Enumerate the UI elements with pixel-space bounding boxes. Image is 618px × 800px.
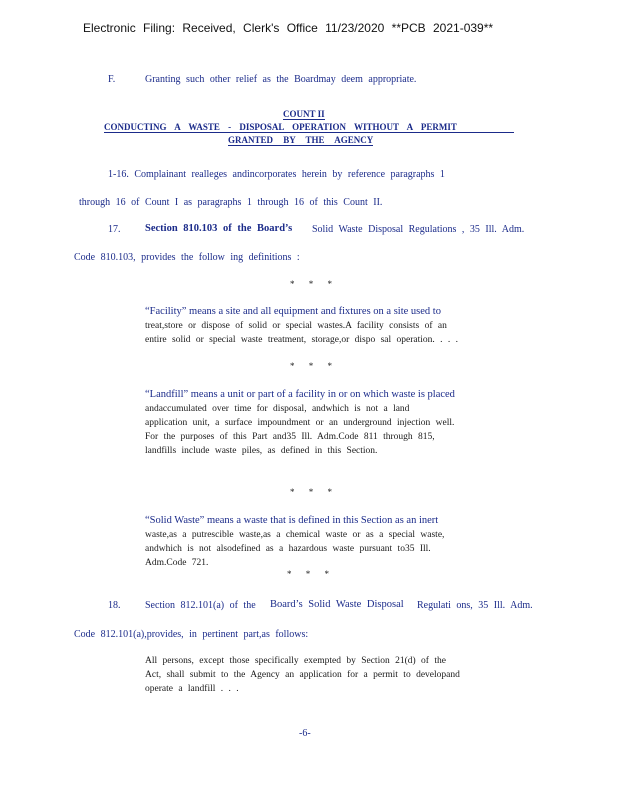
landfill-definition-line-2: andaccumulated over time for disposal, andwhich is not a land [145, 404, 410, 414]
landfill-definition-line-5: landfills include waste piles, as defined in this Section. [145, 446, 378, 456]
landfill-definition-lead: “Landfill” means a unit or part of a facility in or on which waste is placed [145, 389, 455, 400]
para-17-number: 17. [108, 224, 121, 235]
count-title: COUNT II [283, 109, 325, 119]
landfill-definition-line-3: application unit, a surface impoundment or an underground injection well. [145, 418, 455, 428]
facility-definition-line-3: entire solid or special waste treatment, storage,or dispo sal operation. . . . [145, 335, 459, 345]
section-break-stars: * * * [287, 569, 335, 579]
para-1-16-line-1: 1-16. Complainant realleges andincorporates herein by reference paragraphs 1 [108, 169, 445, 180]
item-f-letter: F. [108, 74, 116, 85]
section-break-stars: * * * [290, 279, 338, 289]
para-18-section-ref: Section 812.101(a) of the [145, 600, 256, 611]
permit-quote-line-3: operate a landfill . . . [145, 684, 239, 694]
para-17-line-2: Code 810.103, provides the follow ing definitions : [74, 252, 300, 263]
para-18-number: 18. [108, 600, 121, 611]
count-subtitle-2: GRANTED BY THE AGENCY [228, 135, 374, 145]
para-1-16-line-2: through 16 of Count I as paragraphs 1 through 16 of this Count II. [79, 197, 383, 208]
facility-definition-lead: “Facility” means a site and all equipment and fixtures on a site used to [145, 306, 441, 317]
page-number: -6- [299, 728, 311, 739]
para-17-section-ref: Section 810.103 of the Board’s [145, 223, 293, 234]
solid-waste-definition-line-2: waste,as a putrescible waste,as a chemical waste or as a special waste, [145, 530, 445, 540]
section-break-stars: * * * [290, 487, 338, 497]
section-break-stars: * * * [290, 361, 338, 371]
permit-quote-line-1: All persons, except those specifically exempted by Section 21(d) of the [145, 656, 446, 666]
para-18-board-regulation: Board’s Solid Waste Disposal [270, 599, 404, 610]
permit-quote-line-2: Act, shall submit to the Agency an application for a permit to developand [145, 670, 460, 680]
para-18-regulation-cite: Regulati ons, 35 Ill. Adm. [417, 600, 533, 611]
facility-definition-line-2: treat,store or dispose of solid or special wastes.A facility consists of an [145, 321, 447, 331]
count-subtitle: CONDUCTING A WASTE - DISPOSAL OPERATION WITHOUT A PERMIT [104, 122, 514, 133]
solid-waste-definition-lead: “Solid Waste” means a waste that is defined in this Section as an inert [145, 515, 439, 526]
solid-waste-definition-line-4: Adm.Code 721. [145, 558, 209, 568]
solid-waste-definition-line-3: andwhich is not alsodefined as a hazardous waste pursuant to35 Ill. [145, 544, 431, 554]
para-17-regulation-title: Solid Waste Disposal Regulations , 35 Ill. Adm. [312, 224, 525, 235]
para-18-line-2: Code 812.101(a),provides, in pertinent part,as follows: [74, 629, 309, 640]
item-f-text: Granting such other relief as the Boardmay deem appropriate. [145, 74, 417, 85]
filing-header: Electronic Filing: Received, Clerk's Office 11/23/2020 **PCB 2021-039** [83, 21, 494, 35]
landfill-definition-line-4: For the purposes of this Part and35 Ill. Adm.Code 811 through 815, [145, 432, 435, 442]
